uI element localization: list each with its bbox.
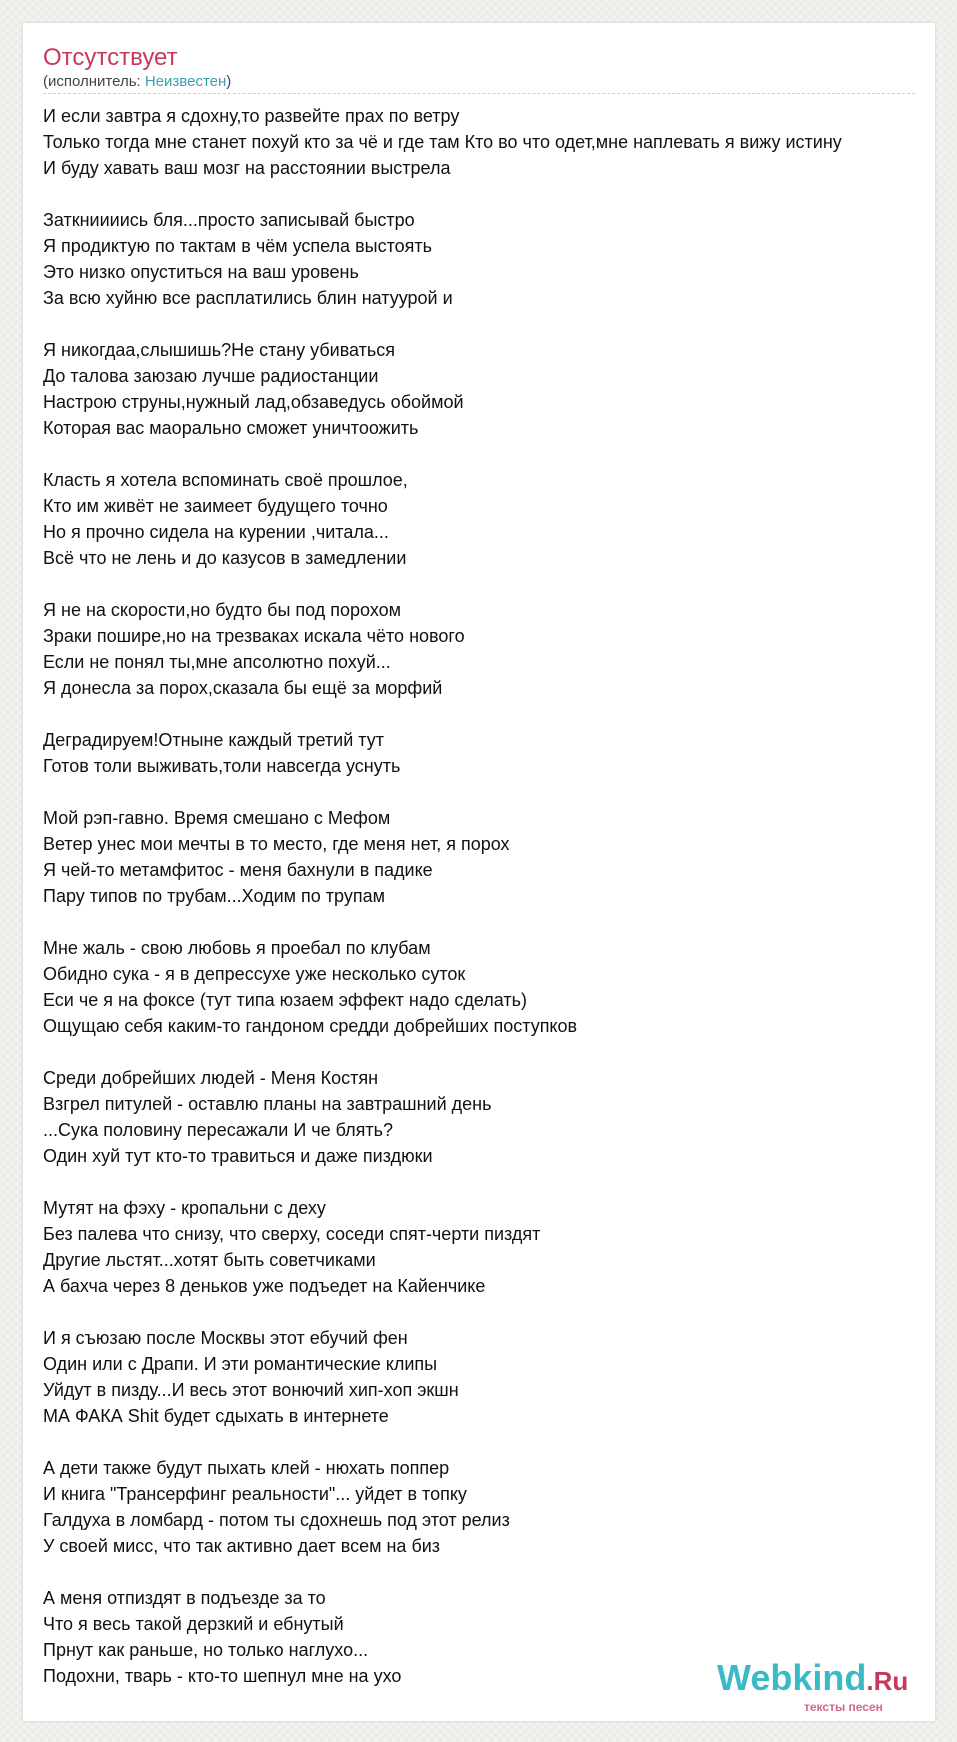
lyric-line: Ощущаю себя каким-то гандоном средди добрейших поступков — [43, 1016, 578, 1036]
lyrics-card — [22, 22, 936, 1722]
lyric-line: И книга "Трансерфинг реальности"... уйдет в топку — [43, 1484, 467, 1504]
site-logo[interactable] — [717, 1659, 908, 1700]
lyric-line: Я чей-то метамфитос - меня бахнули в падике — [43, 860, 433, 880]
lyric-line: Ветер унес мои мечты в то место, где меня нет, я порох — [43, 834, 510, 854]
lyrics-stanza — [43, 103, 842, 181]
lyric-line: Мутят на фэху - кропальни с деху — [43, 1198, 326, 1218]
lyrics-stanza — [43, 207, 842, 311]
lyric-line: Среди добрейших людей - Меня Костян — [43, 1068, 379, 1088]
lyric-line: А бахча через 8 деньков уже подъедет на Кайенчике — [43, 1276, 486, 1296]
artist-suffix: ) — [226, 73, 232, 90]
lyric-line: Которая вас маорально сможет уничтоожить — [43, 418, 419, 438]
lyrics-stanza — [43, 1065, 842, 1169]
lyric-line: Только тогда мне станет похуй кто за чё и где там Кто во что одет,мне наплевать я вижу истину — [43, 132, 842, 152]
lyric-line: Готов толи выживать,толи навсегда уснуть — [43, 756, 401, 776]
lyric-line: Без палева что снизу, что сверху, соседи спят-черти пиздят — [43, 1224, 541, 1244]
lyrics-stanza — [43, 467, 842, 571]
lyric-line: Что я весь такой дерзкий и ебнутый — [43, 1614, 344, 1634]
artist-line — [43, 73, 231, 91]
lyric-line: У своей мисс, что так активно дает всем на биз — [43, 1536, 441, 1556]
lyric-line: Всё что не лень и до казусов в замедлении — [43, 548, 407, 568]
lyric-line: Зраки пошире,но на трезваках искала чёто нового — [43, 626, 465, 646]
lyric-line: Один хуй тут кто-то травиться и даже пиздюки — [43, 1146, 433, 1166]
lyrics-stanza — [43, 337, 842, 441]
lyrics-stanza — [43, 935, 842, 1039]
lyric-line: Но я прочно сидела на курении ,читала... — [43, 522, 389, 542]
lyrics-stanza — [43, 1325, 842, 1429]
lyrics-stanza — [43, 1455, 842, 1559]
lyric-line: Я продиктую по тактам в чём успела выстоять — [43, 236, 432, 256]
logo-suffix: .Ru — [866, 1666, 909, 1696]
artist-prefix: (исполнитель: — [43, 73, 145, 90]
lyric-line: Галдуха в ломбард - потом ты сдохнешь под этот релиз — [43, 1510, 510, 1530]
lyric-line: Я донесла за порох,сказала бы ещё за морфий — [43, 678, 443, 698]
lyrics-stanza — [43, 597, 842, 701]
lyric-line: До талова заюзаю лучше радиостанции — [43, 366, 379, 386]
logo-main: Webkind — [717, 1657, 867, 1698]
lyrics-stanza — [43, 1195, 842, 1299]
lyric-line: Настрою струны,нужный лад,обзаведусь обоймой — [43, 392, 464, 412]
title-divider — [43, 93, 915, 94]
lyric-line: Уйдут в пизду...И весь этот вонючий хип-хоп экшн — [43, 1380, 459, 1400]
lyric-line: А меня отпиздят в подъезде за то — [43, 1588, 326, 1608]
lyric-line: Другие льстят...хотят быть советчиками — [43, 1250, 376, 1270]
logo-subtitle: тексты песен — [804, 1700, 883, 1714]
lyric-line: Я никогдаа,слышишь?Не стану убиваться — [43, 340, 396, 360]
song-title: Отсутствует — [43, 44, 178, 71]
lyric-line: А дети также будут пыхать клей - нюхать поппер — [43, 1458, 450, 1478]
lyric-line: Пару типов по трубам...Ходим по трупам — [43, 886, 385, 906]
lyric-line: ...Сука половину пересажали И че блять? — [43, 1120, 394, 1140]
lyric-line: Заткниииись бля...просто записывай быстро — [43, 210, 415, 230]
lyric-line: За всю хуйню все расплатились блин натуурой и — [43, 288, 453, 308]
lyric-line: Деградируем!Отныне каждый третий тут — [43, 730, 384, 750]
lyrics-body — [43, 103, 842, 1715]
lyrics-stanza — [43, 805, 842, 909]
lyric-line: Еси че я на фоксе (тут типа юзаем эффект надо сделать) — [43, 990, 528, 1010]
lyric-line: Один или с Драпи. И эти романтические клипы — [43, 1354, 438, 1374]
lyric-line: Кто им живёт не заимеет будущего точно — [43, 496, 388, 516]
lyric-line: Прнут как раньше, но только наглухо... — [43, 1640, 369, 1660]
lyric-line: И я съюзаю после Москвы этот ебучий фен — [43, 1328, 408, 1348]
lyric-line: Обидно сука - я в депрессухе уже несколько суток — [43, 964, 466, 984]
artist-link[interactable]: Неизвестен — [144, 73, 227, 90]
lyric-line: И буду хавать ваш мозг на расстоянии выстрела — [43, 158, 451, 178]
lyrics-stanza — [43, 727, 842, 779]
lyric-line: Класть я хотела вспоминать своё прошлое, — [43, 470, 408, 490]
lyric-line: Я не на скорости,но будто бы под порохом — [43, 600, 402, 620]
lyric-line: Подохни, тварь - кто-то шепнул мне на ухо — [43, 1666, 402, 1686]
lyric-line: МА ФАКА Shit будет сдыхать в интернете — [43, 1406, 389, 1426]
lyric-line: Мне жаль - свою любовь я проебал по клубам — [43, 938, 431, 958]
lyric-line: Если не понял ты,мне апсолютно похуй... — [43, 652, 391, 672]
lyric-line: Взгрел питулей - оставлю планы на завтрашний день — [43, 1094, 492, 1114]
lyric-line: И если завтра я сдохну,то развейте прах по ветру — [43, 106, 460, 126]
lyric-line: Мой рэп-гавно. Время смешано с Мефом — [43, 808, 391, 828]
lyric-line: Это низко опуститься на ваш уровень — [43, 262, 359, 282]
